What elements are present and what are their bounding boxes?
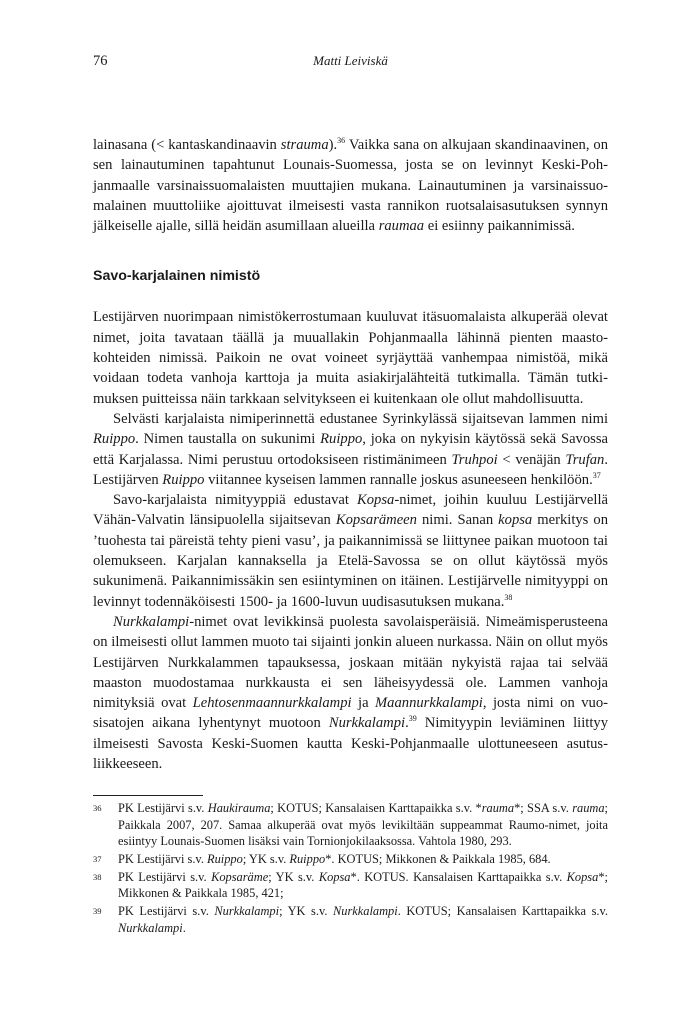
paragraph-3: Savo-karjalaista nimityyppiä edustavat Kopsa-nimet, joihin kuuluu Lestijärvellä Vähän-Valvatin länsipuolella sijaitsevan Kopsarämeen nimi. Sanan kopsa merkitys on ’tuohesta tai päreistä tehty pieni vasu’, ja paikannimissä se liittynee paikan muotoon tai olemukseen. Karjalan kannaksella ja Etelä-Savossa se on ollut käytössä myös sukunimenä. Paikannimissäkin sen esiintyminen on itäinen. Lestijärvelle nimityyppi on levinnyt todennäköisesti 1500- ja 1600-luvun uudisasutuksen mukana.$^{38}$ [93,492,608,610]
footnote-ref-36: 36 [337,136,346,145]
footnote-37: 37 PK Lestijärvi s.v. Ruippo; YK s.v. Ruippo*. KOTUS; Mikkonen & Paikkala 1985, 684. [93,851,551,866]
footnotes [93,800,608,938]
footnote-number: 37 [93,853,102,864]
paragraph-2: Selvästi karjalaista nimiperinnettä edustanee Syrinkylässä sijaitsevan lammen nimi Ruippo. Nimen taustalla on sukunimi Ruippo, joka on nykyisin käytössä sekä Savossa että Karjalassa. Nimi perustuu ortodoksiseen ristimänimeen Truhpoi < venäjän Trufan. Lestijärven Ruippo viitannee kyseisen lammen rannalle joskus asuneeseen henkilöön.$^{37}$ [93,410,608,488]
body-text [93,135,608,774]
footnote-divider [93,795,203,796]
footnote-ref-38: 38 [504,592,513,602]
footnote-ref-37: 37 [592,470,601,480]
footnote-number: 39 [93,906,102,917]
running-head: Matti Leiviskä [313,53,388,68]
footnote-39: 39 PK Lestijärvi s.v. Nurkkalampi; YK s.v. Nurkkalampi. KOTUS; Kansalaisen Karttapaikka s.v. Nurkkalampi. [93,904,608,935]
footnote-38: 38 PK Lestijärvi s.v. Kopsaräme; YK s.v. Kopsa*. KOTUS. Kansalaisen Karttapaikka s.v. Kopsa*; Mikkonen & Paikkala 1985, 421; [93,869,608,901]
footnote-number: 38 [93,871,102,882]
page-number: 76 [93,53,108,69]
footnote-number: 36 [93,803,102,813]
footnote-36: 36 PK Lestijärvi s.v. Haukirauma; KOTUS; Kansalaisen Karttapaikka s.v. *rauma*; SSA s.v. rauma; Paikkala 2007, 207. Samaa alkuperää ovat myös levikiltään suppeammat Raumo-nimet, joita esiintyy Lounais-Suomen lisäksi vain Tornionjokilaaksossa. Vahtola 1980, 293. [93,801,608,849]
footnote-ref-39: 39 [408,714,417,724]
paragraph-1: Lestijärven nuorimpaan nimistökerrostumaan kuuluvat itäsuomalaista alkuperää olevat nimet, joita tavataan täällä ja muuallakin Pohjanmaalla lähinnä pienten maastokohteiden nimissä. Paikoin ne ovat voineet syrjäyttää vanhempaa nimistöä, mikä voidaan todeta vanhoja karttoja ja muita asiakirjalähteitä tutkimalla. Tämän tutkimuksen puitteissa näin tarkkaan selvitykseen ei kuitenkaan ole ollut mahdollisuutta. [93,309,608,407]
section-heading: Savo-karjalainen nimistö [93,268,261,285]
paragraph-continued: lainasana (< kantaskandinaavin strauma).$^{36}$ Vaikka sana on alkujaan skandinaavinen, on sen lainautuminen tapahtunut Lounais-Suomessa, josta se on levinnyt Keski-Pohjanmaalle varsinaissuomalaisten muuttajien mukana. Lainautuminen ja varsinaissuomalainen muuttoliike ajoittuvat ilmeisesti vasta rannikon ruotsalaisasutuksen synnyn jälkeiselle ajalle, sillä heidän asumillaan alueilla raumaa ei esiinny paikannimissä. [93,136,608,235]
page-header [93,53,608,73]
paragraph-4: Nurkkalampi-nimet ovat levikkinsä puolesta savolaisperäisiä. Nimeämisperusteena on ilmeisesti ollut lammen muoto tai sijainti jonkin alueen nurkassa. Näin on ollut myös Lestijärven Nurkkalammen tapauksessa, joskaan mitään nykyistä rajaa tai selvää maaston muodostamaa nurkkausta ei sen läheisyydessä ole. Lammen vanhoja nimityksiä ovat Lehtosenmaannurkkalampi ja Maannurkkalampi, josta nimi on vuosisatojen aikana lyhentynyt muotoon Nurkkalampi.$^{39}$ Nimityypin leviäminen liittyy ilmeisesti Savosta Keski-Suomen kautta Keski-Pohjanmaalle ulottuneeseen asutusliikkeeseen. [93,613,608,773]
